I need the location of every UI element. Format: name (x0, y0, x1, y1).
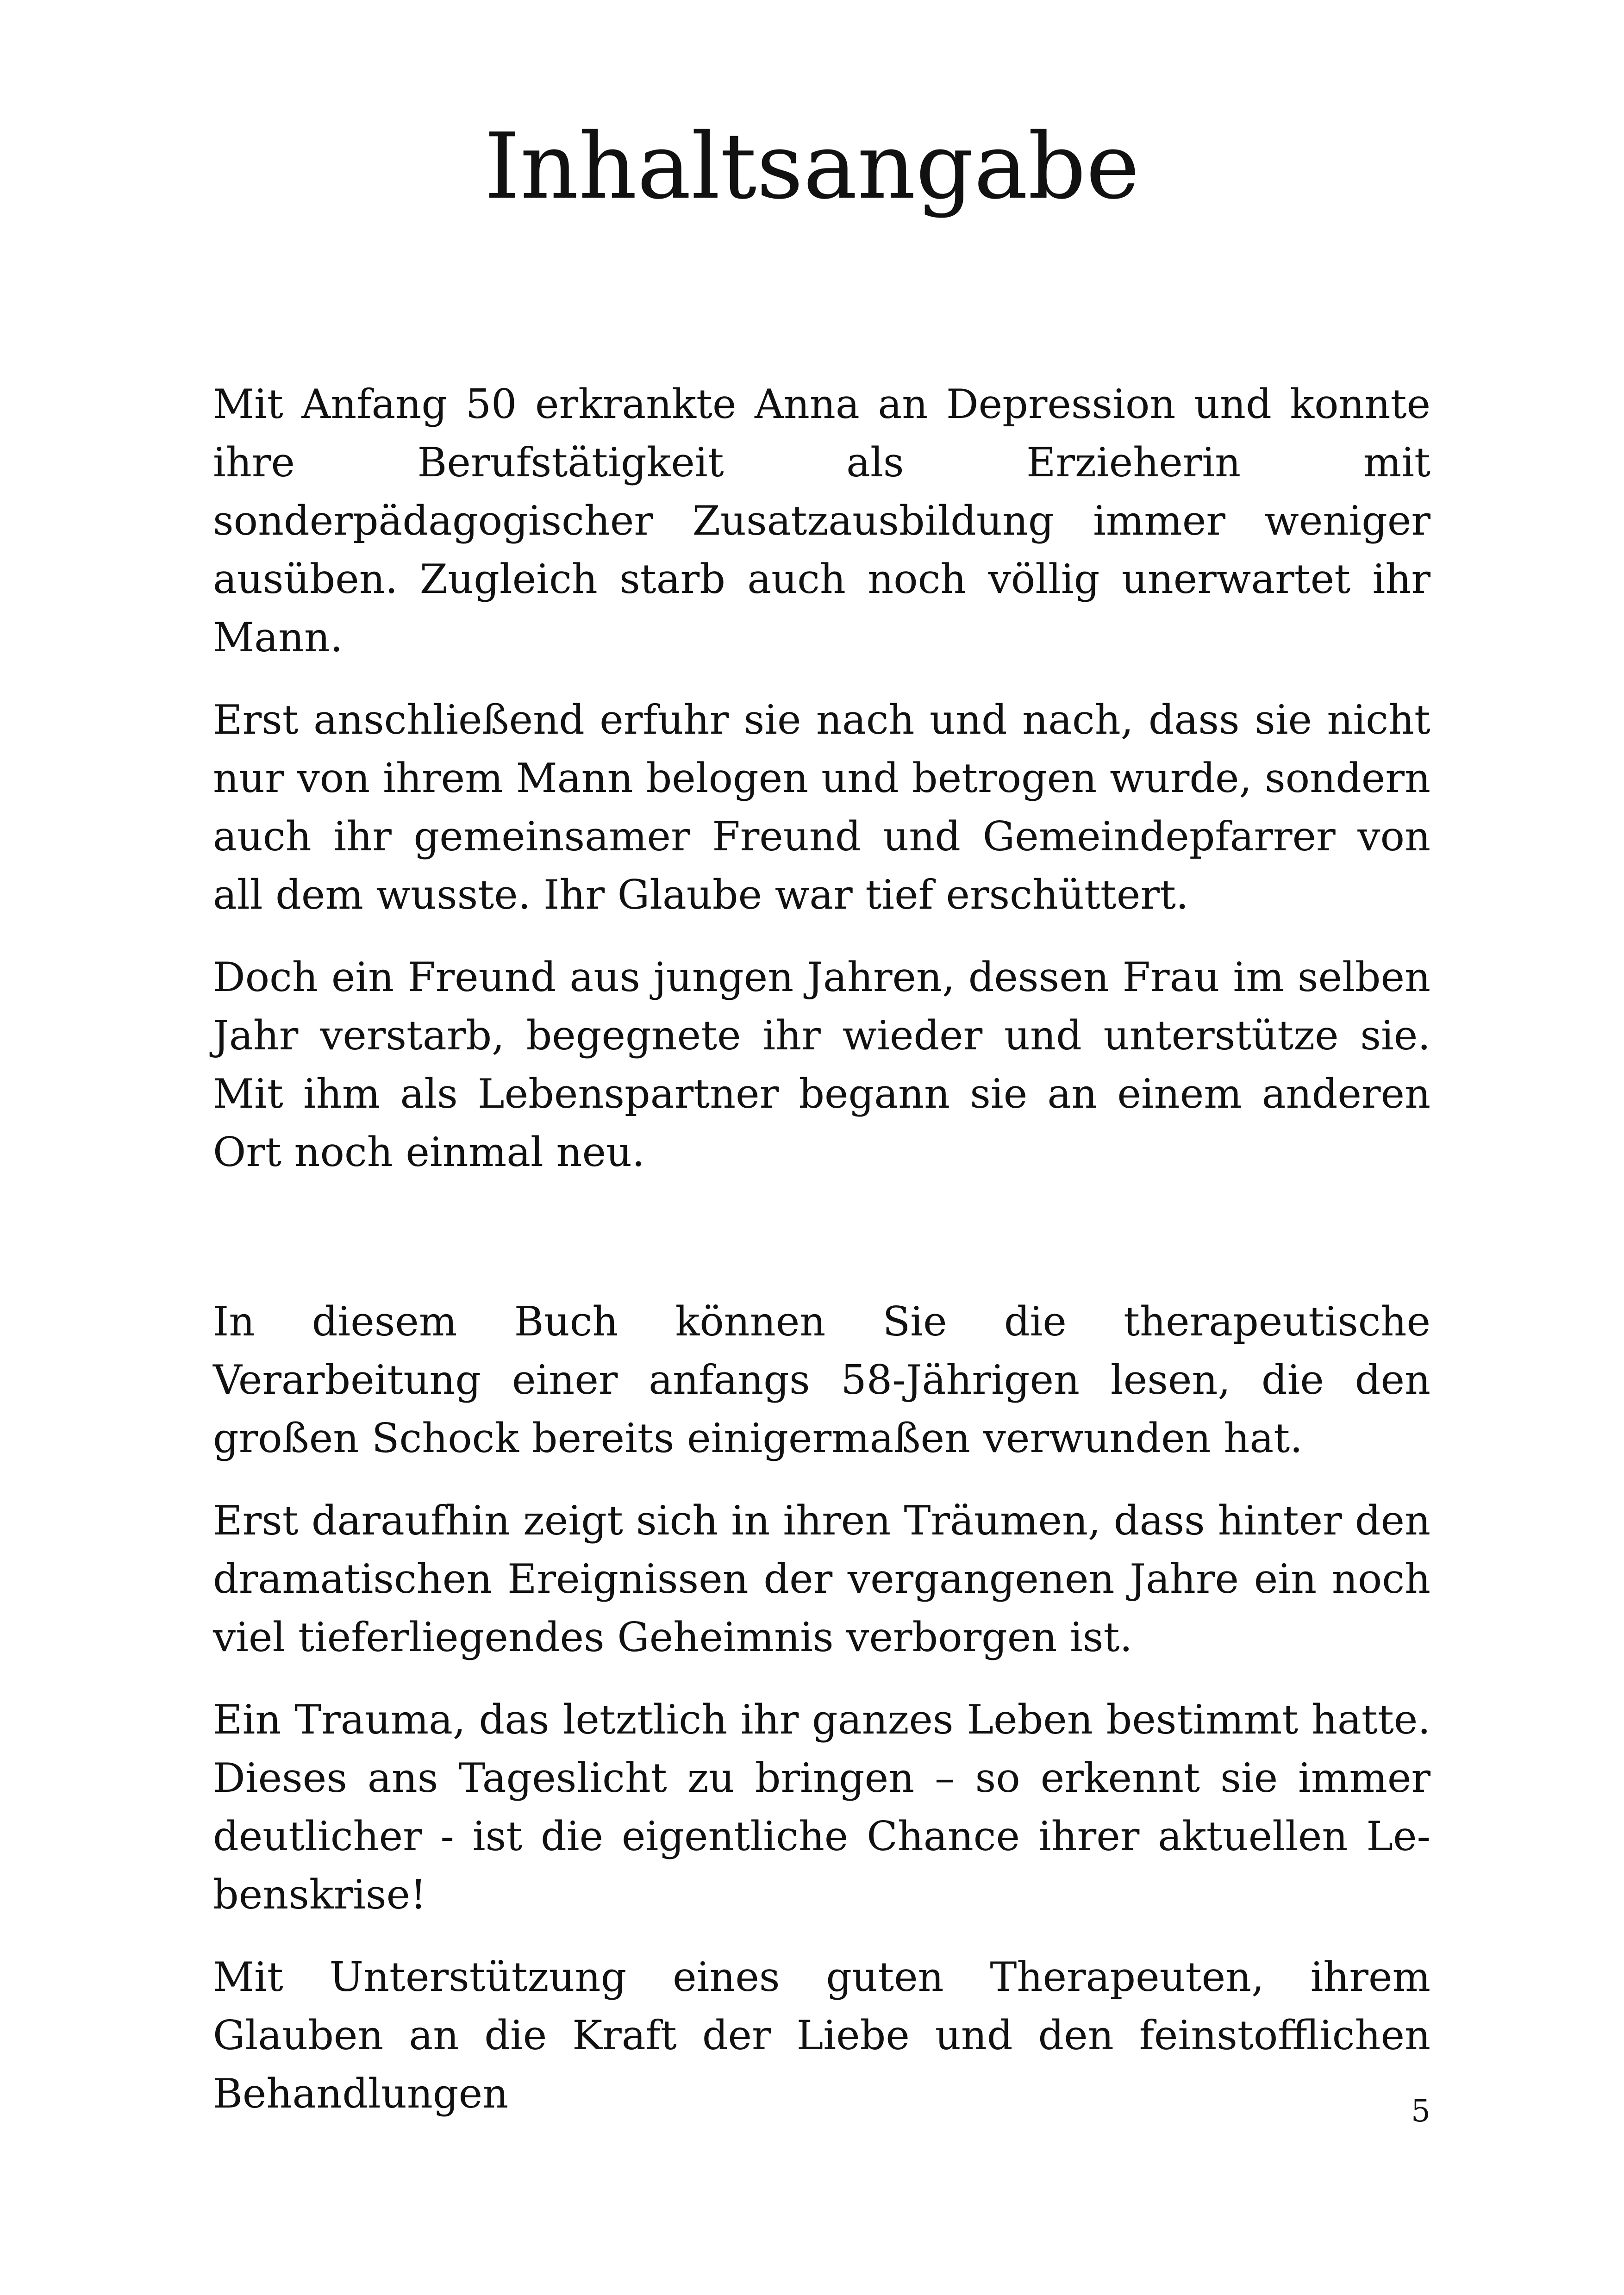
page-title: Inhaltsangabe (484, 114, 1140, 219)
paragraph: Doch ein Freund aus jungen Jahren, dessen Frau im selben Jahr verstarb, begegnete ihr wieder und unterstütze sie. Mit ihm als Lebenspartner begann sie an einem anderen Ort noch einmal neu. (213, 954, 1430, 1176)
summary-section-1 (213, 375, 1430, 1205)
paragraph: In diesem Buch können Sie die therapeutische Verarbeitung einer anfangs 58-Jährigen lesen, die den großen Schock bereits einigermaßen verwunden hat. (213, 1298, 1430, 1462)
paragraph: Mit Unterstützung eines guten Therapeuten, ihrem Glauben an die Kraft der Liebe und den feinstofflichen Behandlungen (213, 1953, 1430, 2117)
paragraph: Erst anschließend erfuhr sie nach und nach, dass sie nicht nur von ihrem Mann belogen und betrogen wurde, sondern auch ihr gemeinsamer Freund und Gemeindepfarrer von all dem wusste. Ihr Glaube war tief erschüttert. (213, 696, 1430, 918)
paragraph: Mit Anfang 50 erkrankte Anna an Depression und konnte ihre Berufstätigkeit als Erzieherin mit sonderpädagogischer Zusatzausbildung immer weniger ausüben. Zugleich starb auch noch völlig unerwartet ihr Mann. (213, 380, 1430, 661)
paragraph: Ein Trauma, das letztlich ihr ganzes Leben bestimmt hatte. Dieses ans Tageslicht zu bringen – so erkennt sie immer deutlicher - ist die eigentliche Chance ihrer aktuellen Lebenskrise! (213, 1696, 1430, 1918)
paragraph: Erst daraufhin zeigt sich in ihren Träumen, dass hinter den dramatischen Ereignissen der vergangenen Jahre ein noch viel tieferliegendes Geheimnis verborgen ist. (213, 1497, 1430, 1661)
page-number: 5 (1411, 2093, 1430, 2129)
summary-section-2 (213, 1292, 1430, 2147)
